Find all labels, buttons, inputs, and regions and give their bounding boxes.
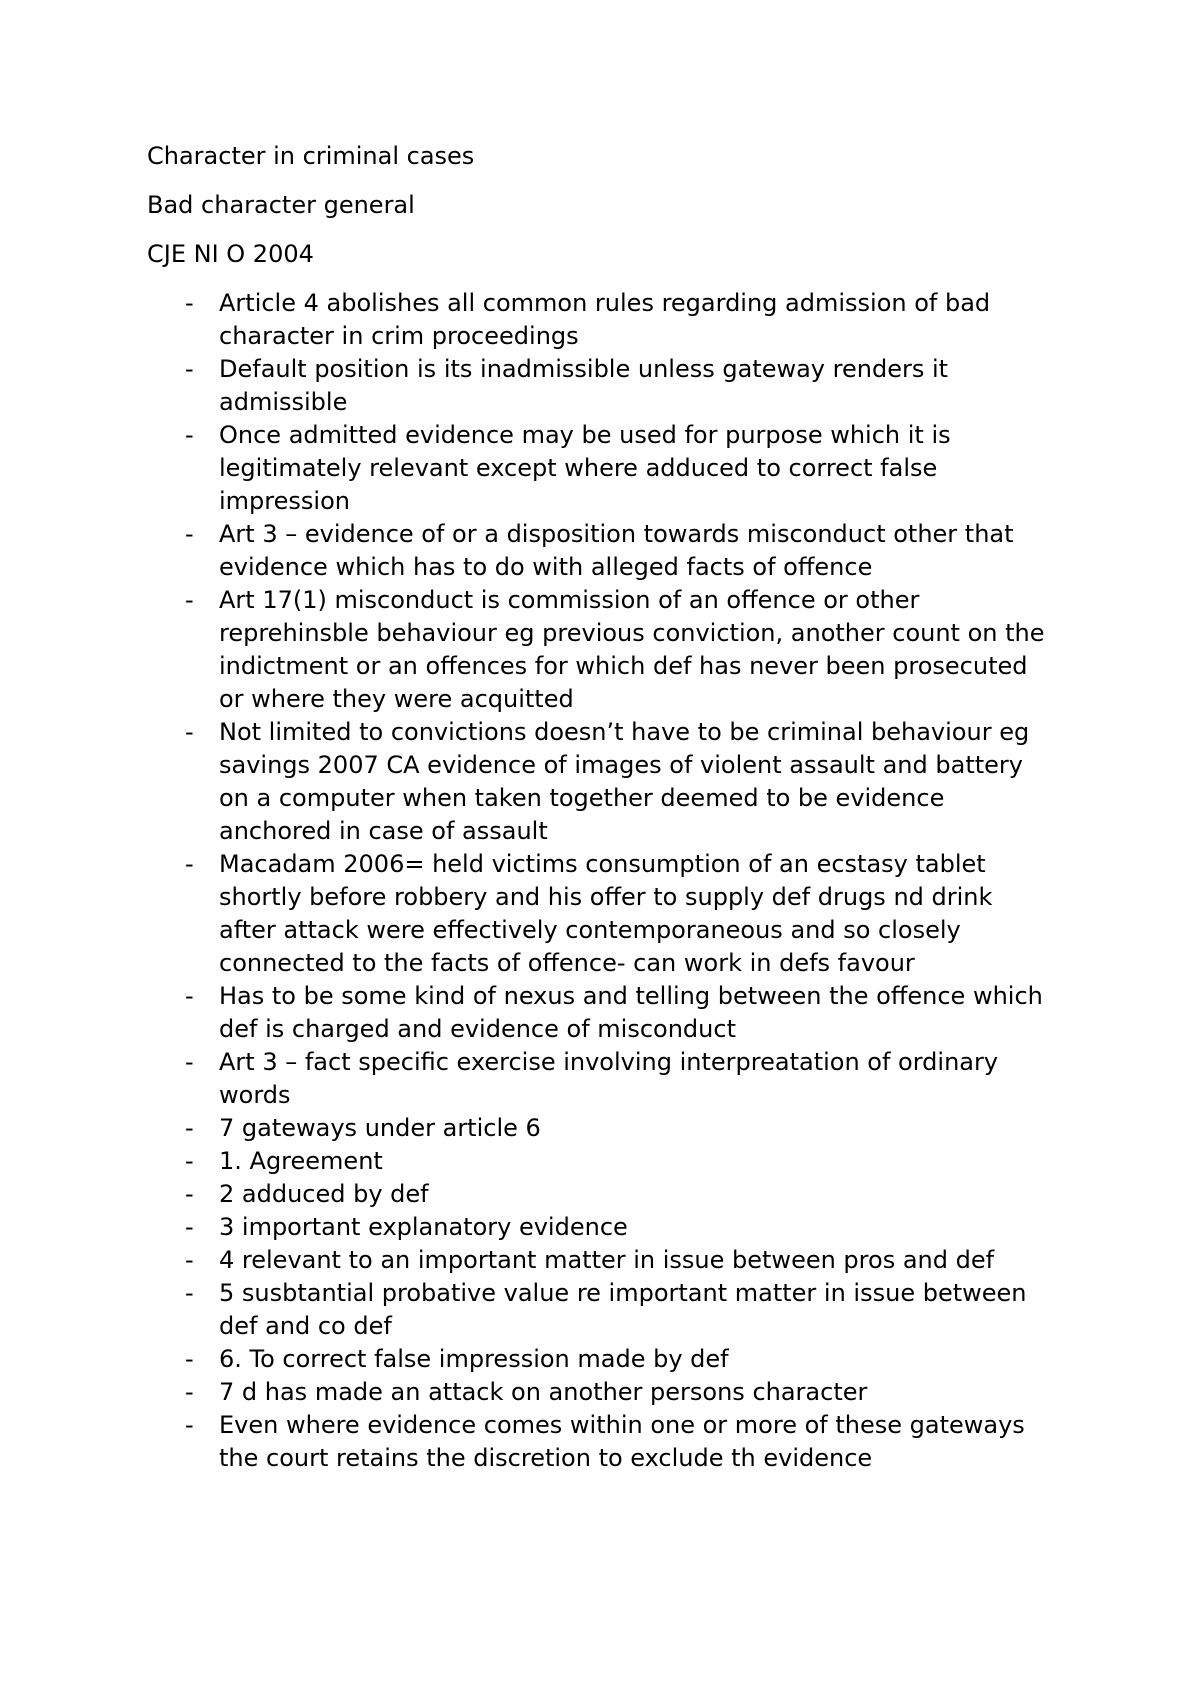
bullet-text-line: 6. To correct false impression made by def (219, 1345, 729, 1373)
bullet-dash: - (185, 1114, 194, 1142)
bullet-dash: - (185, 520, 194, 548)
bullet-dash: - (185, 1378, 194, 1406)
list-item (147, 1277, 1087, 1343)
bullet-text-line: shortly before robbery and his offer to supply def drugs nd drink (219, 883, 993, 911)
bullet-text-line: Art 3 – evidence of or a disposition towards misconduct other that (219, 520, 1014, 548)
bullet-text-line: Art 17(1) misconduct is commission of an offence or other (219, 586, 920, 614)
bullet-text-line: connected to the facts of offence- can work in defs favour (219, 949, 915, 977)
bullet-text-line: Has to be some kind of nexus and telling between the offence which (219, 982, 1043, 1010)
list-item (147, 1244, 1087, 1277)
list-item (147, 1409, 1087, 1475)
bullet-text-line: 7 d has made an attack on another persons character (219, 1378, 868, 1406)
bullet-text-line: 3 important explanatory evidence (219, 1213, 628, 1241)
bullet-dash: - (185, 718, 194, 746)
bullet-dash: - (185, 355, 194, 383)
bullet-dash: - (185, 1147, 194, 1175)
bullet-dash: - (185, 1411, 194, 1439)
list-item (147, 419, 1087, 518)
bullet-text-line: savings 2007 CA evidence of images of violent assault and battery (219, 751, 1023, 779)
bullet-text-line: or where they were acquitted (219, 685, 574, 713)
bullet-text-line: on a computer when taken together deemed to be evidence (219, 784, 945, 812)
bullet-text-line: indictment or an offences for which def has never been prosecuted (219, 652, 1028, 680)
list-item (147, 1046, 1087, 1112)
list-item (147, 848, 1087, 980)
list-item (147, 1145, 1087, 1178)
statute-reference: CJE NI O 2004 (147, 240, 314, 268)
bullet-dash: - (185, 850, 194, 878)
bullet-text-line: 5 susbtantial probative value re important matter in issue between (219, 1279, 1027, 1307)
list-item (147, 980, 1087, 1046)
bullet-dash: - (185, 1345, 194, 1373)
list-item (147, 1112, 1087, 1145)
bullet-text-line: evidence which has to do with alleged facts of offence (219, 553, 873, 581)
list-item (147, 353, 1087, 419)
list-item (147, 1211, 1087, 1244)
document-body (147, 140, 1087, 1475)
list-item (147, 716, 1087, 848)
bullet-text-line: after attack were effectively contemporaneous and so closely (219, 916, 961, 944)
bullet-text-line: Not limited to convictions doesn’t have to be criminal behaviour eg (219, 718, 1030, 746)
bullet-dash: - (185, 586, 194, 614)
bullet-text-line: Once admitted evidence may be used for purpose which it is (219, 421, 951, 449)
bullet-text-line: Article 4 abolishes all common rules regarding admission of bad (219, 289, 991, 317)
bullet-text-line: Default position is its inadmissible unless gateway renders it (219, 355, 949, 383)
bullet-text-line: def is charged and evidence of misconduct (219, 1015, 736, 1043)
bullet-dash: - (185, 1180, 194, 1208)
bullet-text-line: legitimately relevant except where adduced to correct false (219, 454, 938, 482)
bullet-text-line: 4 relevant to an important matter in issue between pros and def (219, 1246, 995, 1274)
list-item (147, 287, 1087, 353)
bullet-text-line: reprehinsble behaviour eg previous conviction, another count on the (219, 619, 1045, 647)
bullet-dash: - (185, 1213, 194, 1241)
bullet-list (147, 287, 1087, 1475)
bullet-text-line: character in crim proceedings (219, 322, 579, 350)
bullet-text-line: admissible (219, 388, 348, 416)
list-item (147, 1376, 1087, 1409)
bullet-dash: - (185, 1279, 194, 1307)
bullet-text-line: Even where evidence comes within one or more of these gateways (219, 1411, 1025, 1439)
bullet-dash: - (185, 289, 194, 317)
list-item (147, 518, 1087, 584)
list-item (147, 1178, 1087, 1211)
bullet-text-line: the court retains the discretion to exclude th evidence (219, 1444, 873, 1472)
bullet-dash: - (185, 1246, 194, 1274)
bullet-text-line: anchored in case of assault (219, 817, 548, 845)
bullet-text-line: Macadam 2006= held victims consumption of an ecstasy tablet (219, 850, 986, 878)
bullet-text-line: words (219, 1081, 291, 1109)
bullet-text-line: 2 adduced by def (219, 1180, 429, 1208)
list-item (147, 1343, 1087, 1376)
document-subheading: Bad character general (147, 191, 415, 219)
list-item (147, 584, 1087, 716)
bullet-text-line: def and co def (219, 1312, 392, 1340)
bullet-text-line: Art 3 – fact specific exercise involving interpreatation of ordinary (219, 1048, 999, 1076)
bullet-dash: - (185, 1048, 194, 1076)
bullet-text-line: 1. Agreement (219, 1147, 383, 1175)
bullet-text-line: 7 gateways under article 6 (219, 1114, 541, 1142)
bullet-dash: - (185, 982, 194, 1010)
bullet-text-line: impression (219, 487, 350, 515)
document-heading: Character in criminal cases (147, 142, 475, 170)
bullet-dash: - (185, 421, 194, 449)
